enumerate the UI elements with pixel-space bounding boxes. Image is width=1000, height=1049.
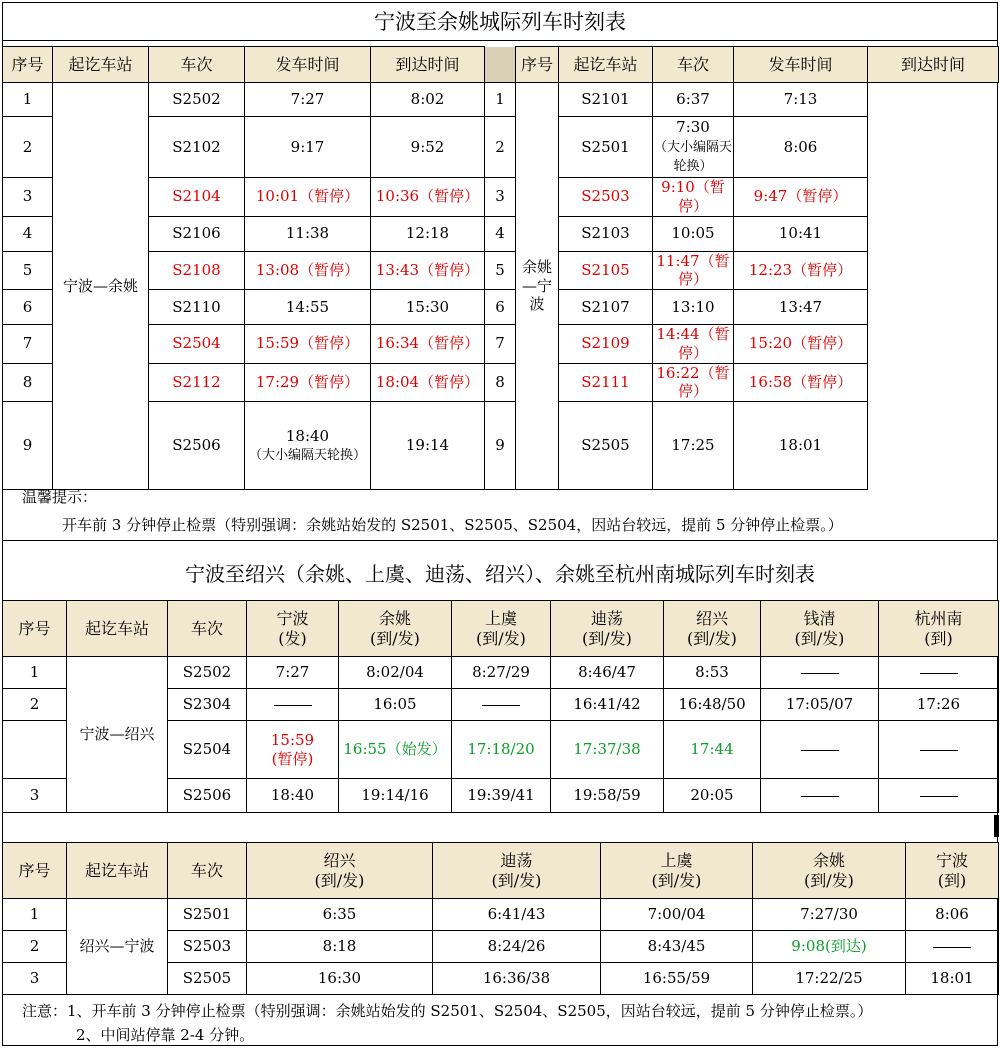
col-station: 起讫车站 bbox=[53, 47, 149, 83]
seq-cell: 2 bbox=[3, 117, 53, 178]
train-cell: S2505 bbox=[559, 402, 653, 490]
table-row bbox=[3, 290, 999, 325]
col-shaoxing: 绍兴 (到/发) bbox=[247, 843, 433, 899]
train-cell: S2111 bbox=[559, 363, 653, 402]
arr-cell: 18:04（暂停） bbox=[371, 363, 485, 402]
dep-cell: 14:44（暂停） bbox=[653, 325, 734, 364]
train-cell: S2106 bbox=[149, 216, 245, 251]
tip-text: 开车前 3 分钟停止检票（特别强调：余姚站始发的 S2501、S2505、S2504，因站台较远，提前 5 分钟停止检票。） bbox=[62, 516, 843, 534]
col-train: 车次 bbox=[653, 47, 734, 83]
tip-label: 温馨提示： bbox=[22, 488, 98, 506]
arr-cell: 16:34（暂停） bbox=[371, 325, 485, 364]
arr-cell: 9:52 bbox=[371, 117, 485, 178]
train-cell: S2105 bbox=[559, 251, 653, 290]
col-dep: 发车时间 bbox=[734, 47, 868, 83]
table-row bbox=[3, 251, 999, 290]
table-row bbox=[3, 117, 999, 178]
arr-cell: 10:36（暂停） bbox=[371, 178, 485, 217]
yuyao-cell: 16:05 bbox=[339, 689, 452, 721]
seq-cell: 4 bbox=[485, 216, 516, 251]
dep-cell: 16:22（暂停） bbox=[653, 363, 734, 402]
table-row bbox=[3, 402, 999, 490]
dep-cell: 7:27 bbox=[245, 83, 371, 117]
train-cell: S2503 bbox=[559, 178, 653, 217]
seq-cell: 9 bbox=[485, 402, 516, 490]
col-ningbo: 宁波 (到) bbox=[906, 843, 999, 899]
timetable1-title: 宁波至余姚城际列车时刻表 bbox=[374, 10, 626, 34]
seq-cell: 2 bbox=[485, 117, 516, 178]
dep-cell: 9:10（暂停） bbox=[653, 178, 734, 217]
shangyu-cell: 8:27/29 bbox=[452, 657, 551, 689]
ningbo-cell: 7:27 bbox=[247, 657, 339, 689]
table-row bbox=[3, 657, 999, 689]
station-cell: 绍兴—宁波 bbox=[67, 899, 168, 995]
dep-cell: 13:08（暂停） bbox=[245, 251, 371, 290]
train-cell: S2304 bbox=[168, 689, 247, 721]
table-row bbox=[3, 216, 999, 251]
hangzhounan-cell bbox=[879, 779, 999, 813]
dep-cell: 18:40 （大小编隔天轮换） bbox=[245, 402, 371, 490]
dep-cell: 17:29（暂停） bbox=[245, 363, 371, 402]
col-train: 车次 bbox=[168, 601, 247, 657]
yuyao-cell: 8:02/04 bbox=[339, 657, 452, 689]
timetable2 bbox=[2, 600, 999, 843]
train-cell: S2108 bbox=[149, 251, 245, 290]
col-shangyu: 上虞 (到/发) bbox=[601, 843, 753, 899]
table-row bbox=[3, 178, 999, 217]
col-yuyao: 余姚 (到/发) bbox=[339, 601, 452, 657]
train-cell: S2506 bbox=[149, 402, 245, 490]
seq-cell: 5 bbox=[485, 251, 516, 290]
col-arr: 到达时间 bbox=[868, 47, 999, 83]
didang-cell: 19:58/59 bbox=[551, 779, 664, 813]
hangzhounan-cell: 17:26 bbox=[879, 689, 999, 721]
edge-mark bbox=[994, 815, 999, 837]
arr-cell: 13:47 bbox=[734, 290, 868, 325]
seq-cell: 1 bbox=[3, 899, 67, 931]
col-qianqing: 钱清 (到/发) bbox=[761, 601, 879, 657]
shangyu-cell: 7:00/04 bbox=[601, 899, 753, 931]
didang-cell: 17:37/38 bbox=[551, 721, 664, 779]
shaoxing-cell: 16:30 bbox=[247, 963, 433, 995]
arr-cell: 9:47（暂停） bbox=[734, 178, 868, 217]
didang-cell: 16:36/38 bbox=[433, 963, 601, 995]
dep-cell: 10:05 bbox=[653, 216, 734, 251]
dep-cell: 9:17 bbox=[245, 117, 371, 178]
hangzhounan-cell bbox=[879, 657, 999, 689]
train-cell: S2501 bbox=[168, 899, 247, 931]
dep-cell: 15:59（暂停） bbox=[245, 325, 371, 364]
seq-cell: 2 bbox=[3, 931, 67, 963]
seq-cell: 9 bbox=[3, 402, 53, 490]
dep-cell: 14:55 bbox=[245, 290, 371, 325]
qianqing-cell: 17:05/07 bbox=[761, 689, 879, 721]
train-cell: S2505 bbox=[168, 963, 247, 995]
shaoxing-cell: 6:35 bbox=[247, 899, 433, 931]
station-cell: 宁波—余姚 bbox=[53, 83, 149, 490]
didang-cell: 8:24/26 bbox=[433, 931, 601, 963]
arr-cell: 19:14 bbox=[371, 402, 485, 490]
yuyao-cell: 9:08(到达) bbox=[753, 931, 906, 963]
train-cell: S2506 bbox=[168, 779, 247, 813]
arr-cell: 8:02 bbox=[371, 83, 485, 117]
seq-cell: 1 bbox=[3, 657, 67, 689]
col-yuyao: 余姚 (到/发) bbox=[753, 843, 906, 899]
spacer-row bbox=[3, 813, 999, 843]
ningbo-cell bbox=[906, 931, 999, 963]
shaoxing-cell: 8:53 bbox=[664, 657, 761, 689]
dep-cell: 17:25 bbox=[653, 402, 734, 490]
col-didang: 迪荡 (到/发) bbox=[551, 601, 664, 657]
shangyu-cell: 17:18/20 bbox=[452, 721, 551, 779]
arr-cell: 18:01 bbox=[734, 402, 868, 490]
table-row bbox=[3, 325, 999, 364]
shangyu-cell: 8:43/45 bbox=[601, 931, 753, 963]
shaoxing-cell: 17:44 bbox=[664, 721, 761, 779]
dep-cell: 6:37 bbox=[653, 83, 734, 117]
ningbo-cell bbox=[247, 689, 339, 721]
column-separator bbox=[485, 47, 516, 83]
col-station: 起讫车站 bbox=[67, 601, 168, 657]
col-didang: 迪荡 (到/发) bbox=[433, 843, 601, 899]
train-cell: S2504 bbox=[168, 721, 247, 779]
col-ningbo: 宁波 (发) bbox=[247, 601, 339, 657]
qianqing-cell bbox=[761, 657, 879, 689]
train-cell: S2503 bbox=[168, 931, 247, 963]
arr-cell: 8:06 bbox=[734, 117, 868, 178]
notice-1: 注意：1、开车前 3 分钟停止检票（特别强调：余姚站始发的 S2501、S2504、S2505，因站台较远，提前 5 分钟停止检票。） bbox=[22, 1002, 873, 1020]
shaoxing-cell: 8:18 bbox=[247, 931, 433, 963]
arr-cell: 13:43（暂停） bbox=[371, 251, 485, 290]
yuyao-cell: 7:27/30 bbox=[753, 899, 906, 931]
didang-cell: 6:41/43 bbox=[433, 899, 601, 931]
col-seq: 序号 bbox=[3, 601, 67, 657]
seq-cell: 3 bbox=[3, 178, 53, 217]
seq-cell: 6 bbox=[485, 290, 516, 325]
col-train: 车次 bbox=[149, 47, 245, 83]
timetable1 bbox=[2, 46, 999, 490]
col-shaoxing: 绍兴 (到/发) bbox=[664, 601, 761, 657]
yuyao-cell: 19:14/16 bbox=[339, 779, 452, 813]
seq-cell: 5 bbox=[3, 251, 53, 290]
seq-cell: 3 bbox=[3, 779, 67, 813]
seq-cell: 4 bbox=[3, 216, 53, 251]
station-cell: 宁波—绍兴 bbox=[67, 657, 168, 813]
ningbo-cell: 8:06 bbox=[906, 899, 999, 931]
train-cell: S2502 bbox=[168, 657, 247, 689]
train-cell: S2101 bbox=[559, 83, 653, 117]
dep-cell: 11:38 bbox=[245, 216, 371, 251]
col-train: 车次 bbox=[168, 843, 247, 899]
col-station: 起讫车站 bbox=[559, 47, 653, 83]
arr-cell: 7:13 bbox=[734, 83, 868, 117]
shangyu-cell bbox=[452, 689, 551, 721]
qianqing-cell bbox=[761, 721, 879, 779]
col-arr: 到达时间 bbox=[371, 47, 485, 83]
train-cell: S2102 bbox=[149, 117, 245, 178]
train-cell: S2504 bbox=[149, 325, 245, 364]
arr-cell: 15:20（暂停） bbox=[734, 325, 868, 364]
ningbo-cell: 18:40 bbox=[247, 779, 339, 813]
col-shangyu: 上虞 (到/发) bbox=[452, 601, 551, 657]
seq-cell: 2 bbox=[3, 689, 67, 721]
table-row bbox=[3, 899, 999, 931]
train-cell: S2110 bbox=[149, 290, 245, 325]
arr-cell: 15:30 bbox=[371, 290, 485, 325]
dep-cell: 11:47（暂停） bbox=[653, 251, 734, 290]
table-row bbox=[3, 83, 999, 117]
seq-cell: 3 bbox=[485, 178, 516, 217]
train-cell: S2109 bbox=[559, 325, 653, 364]
shaoxing-cell: 20:05 bbox=[664, 779, 761, 813]
seq-cell: 8 bbox=[485, 363, 516, 402]
timetable2-title: 宁波至绍兴（余姚、上虞、迪荡、绍兴）、余姚至杭州南城际列车时刻表 bbox=[185, 562, 815, 586]
hangzhounan-cell bbox=[879, 721, 999, 779]
didang-cell: 8:46/47 bbox=[551, 657, 664, 689]
col-seq: 序号 bbox=[3, 843, 67, 899]
seq-cell: 3 bbox=[3, 963, 67, 995]
table-row bbox=[3, 363, 999, 402]
col-hangzhounan: 杭州南 (到) bbox=[879, 601, 999, 657]
shangyu-cell: 19:39/41 bbox=[452, 779, 551, 813]
seq-cell: 7 bbox=[3, 325, 53, 364]
train-cell: S2502 bbox=[149, 83, 245, 117]
timetable3 bbox=[2, 842, 999, 995]
seq-cell: 1 bbox=[3, 83, 53, 117]
dep-cell: 13:10 bbox=[653, 290, 734, 325]
ningbo-cell: 18:01 bbox=[906, 963, 999, 995]
seq-cell bbox=[3, 721, 67, 779]
shaoxing-cell: 16:48/50 bbox=[664, 689, 761, 721]
seq-cell: 6 bbox=[3, 290, 53, 325]
arr-cell: 16:58（暂停） bbox=[734, 363, 868, 402]
yuyao-cell: 16:55（始发） bbox=[339, 721, 452, 779]
train-cell: S2501 bbox=[559, 117, 653, 178]
arr-cell: 12:18 bbox=[371, 216, 485, 251]
arr-cell: 10:41 bbox=[734, 216, 868, 251]
qianqing-cell bbox=[761, 779, 879, 813]
train-cell: S2112 bbox=[149, 363, 245, 402]
train-cell: S2104 bbox=[149, 178, 245, 217]
col-seq: 序号 bbox=[516, 47, 559, 83]
col-seq: 序号 bbox=[3, 47, 53, 83]
seq-cell: 1 bbox=[485, 83, 516, 117]
shangyu-cell: 16:55/59 bbox=[601, 963, 753, 995]
yuyao-cell: 17:22/25 bbox=[753, 963, 906, 995]
notice-2: 2、中间站停靠 2-4 分钟。 bbox=[76, 1026, 255, 1044]
seq-cell: 8 bbox=[3, 363, 53, 402]
dep-cell: 10:01（暂停） bbox=[245, 178, 371, 217]
arr-cell: 12:23（暂停） bbox=[734, 251, 868, 290]
train-cell: S2107 bbox=[559, 290, 653, 325]
dep-cell: 7:30 （大小编隔天轮换） bbox=[653, 117, 734, 178]
seq-cell: 7 bbox=[485, 325, 516, 364]
col-dep: 发车时间 bbox=[245, 47, 371, 83]
col-station: 起讫车站 bbox=[67, 843, 168, 899]
station-cell: 余姚—宁波 bbox=[516, 83, 559, 490]
train-cell: S2103 bbox=[559, 216, 653, 251]
ningbo-cell: 15:59 (暂停) bbox=[247, 721, 339, 779]
didang-cell: 16:41/42 bbox=[551, 689, 664, 721]
